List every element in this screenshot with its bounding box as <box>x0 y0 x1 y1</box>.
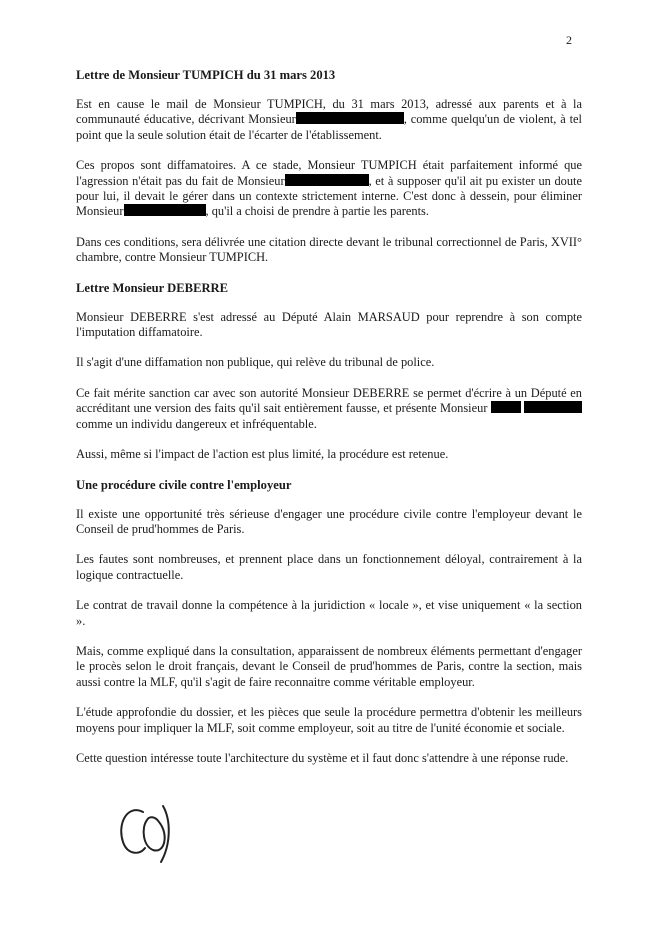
section-heading-deberre: Lettre Monsieur DEBERRE <box>76 280 229 295</box>
page-number: 2 <box>566 33 572 47</box>
document-body <box>76 68 582 781</box>
paragraph: Dans ces conditions, sera délivrée une citation directe devant le tribunal correctionnel de Paris, XVII° chambre, contre Monsieur TUMPICH. <box>76 234 582 265</box>
redaction-bar <box>124 204 206 216</box>
paragraph: Cette question intéresse toute l'architecture du système et il faut donc s'attendre à une réponse rude. <box>76 750 569 765</box>
paragraph-text: , comme quelqu'un de violent, à tel point que la seule solution était de l'écarter de l'établissement. <box>76 112 582 142</box>
redaction-bar <box>296 112 404 124</box>
paragraph-text: Est en cause le mail de Monsieur TUMPICH, du 31 mars 2013, adressé aux parents et à la communauté éducative, décrivant Monsieur <box>76 97 582 127</box>
handwritten-signature <box>113 798 175 868</box>
paragraph-text: , qu'il a choisi de prendre à partie les parents. <box>205 204 429 219</box>
paragraph-text: , et à supposer qu'il ait pu exister un doute pour lui, il devait le gérer dans un contexte strictement interne. C'est donc à dessein, pour éliminer Monsieur <box>76 173 583 219</box>
paragraph: Les fautes sont nombreuses, et prennent place dans un fonctionnement déloyal, contrairement à la logique contractuelle. <box>76 552 582 582</box>
paragraph <box>76 97 582 143</box>
paragraph-text: Ce fait mérite sanction car avec son autorité Monsieur DEBERRE se permet d'écrire à un Député en accréditant une version des faits qu'il sait entièrement fausse, et présente Monsieur <box>76 385 582 416</box>
paragraph: Monsieur DEBERRE s'est adressé au Député Alain MARSAUD pour reprendre à son compte l'imputation diffamatoire. <box>76 309 582 340</box>
redaction-bar <box>285 174 369 186</box>
paragraph <box>76 386 582 432</box>
section-heading-tumpich: Lettre de Monsieur TUMPICH du 31 mars 2013 <box>76 68 336 82</box>
paragraph: Aussi, même si l'impact de l'action est plus limité, la procédure est retenue. <box>76 447 449 462</box>
paragraph <box>76 158 582 220</box>
redaction-bar <box>491 401 521 413</box>
paragraph: L'étude approfondie du dossier, et les pièces que seule la procédure permettra d'obtenir les meilleurs moyens pour impliquer la MLF, soit comme employeur, soit au titre de l'unité économie et sociale. <box>76 705 582 735</box>
paragraph: Il existe une opportunité très sérieuse d'engager une procédure civile contre l'employeur devant le Conseil de prud'hommes de Paris. <box>76 506 582 536</box>
paragraph-text: comme un individu dangereux et infréquentable. <box>76 416 317 431</box>
paragraph: Le contrat de travail donne la compétence à la juridiction « locale », et vise uniquement « la section ». <box>76 598 582 628</box>
section-heading-procedure-civile: Une procédure civile contre l'employeur <box>76 477 292 492</box>
redaction-bar <box>524 401 582 413</box>
paragraph-text: Ces propos sont diffamatoires. A ce stade, Monsieur TUMPICH était parfaitement informé que l'agression n'était pas du fait de Monsieur <box>76 158 582 188</box>
paragraph: Mais, comme expliqué dans la consultation, apparaissent de nombreux éléments permettant d'engager le procès selon le droit français, devant le Conseil de prud'hommes de Paris, contre la section, mais aussi contre la MLF, qu'il s'agit de faire reconnaitre comme véritable employeur. <box>76 643 582 689</box>
paragraph: Il s'agit d'une diffamation non publique, qui relève du tribunal de police. <box>76 355 435 370</box>
